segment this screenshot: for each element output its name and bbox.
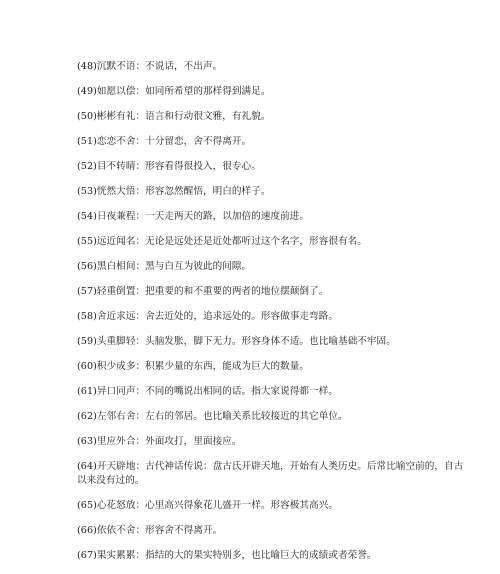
list-item: (61)异口同声：不同的嘴说出相同的话。指大家说得都一样。 — [77, 386, 338, 397]
list-item: (60)积少成多：积累少量的东西，能成为巨大的数量。 — [77, 361, 310, 372]
idiom-list — [77, 60, 467, 574]
list-item: (66)依依不舍：形容舍不得离开。 — [77, 525, 223, 536]
list-item: (59)头重脚轻：头脑发胀，脚下无力。形容身体不适。也比喻基础不牢固。 — [77, 336, 396, 347]
list-item: (54)日夜兼程：一天走两天的路，以加倍的速度前进。 — [77, 211, 310, 222]
list-item: (64)开天辟地：古代神话传说：盘古氏开辟天地，开始有人类历史。后常比喻空前的，自古以来没有过的。 — [77, 461, 464, 486]
list-item: (49)如愿以偿：如同所希望的那样得到满足。 — [77, 86, 271, 97]
list-item: (65)心花怒放：心里高兴得象花儿盛开一样。形容极其高兴。 — [77, 500, 338, 511]
list-item: (63)里应外合：外面攻打，里面接应。 — [77, 436, 242, 447]
list-item: (51)恋恋不舍：十分留恋，舍不得离开。 — [77, 136, 252, 147]
list-item: (50)彬彬有礼：语言和行动很文雅，有礼貌。 — [77, 111, 271, 122]
list-item: (56)黑白相间：黑与白互为彼此的间隙。 — [77, 261, 252, 272]
list-item: (62)左邻右舍：左右的邻居。也比喻关系比较接近的其它单位。 — [77, 411, 348, 422]
list-item: (67)果实累累：指结的大的果实特别多，也比喻巨大的成绩或者荣誉。 — [77, 550, 377, 561]
list-item: (48)沉默不语：不说话，不出声。 — [77, 61, 223, 72]
list-item: (53)恍然大悟：形容忽然醒悟，明白的样子。 — [77, 186, 271, 197]
list-item: (58)舍近求远：舍去近处的，追求远处的。形容做事走弯路。 — [77, 311, 338, 322]
list-item: (57)轻重倒置：把重要的和不重要的两者的地位摆颠倒了。 — [77, 286, 329, 297]
list-item: (55)远近闻名：无论是远处还是近处都听过这个名字，形容很有名。 — [77, 236, 367, 247]
list-item: (52)目不转睛：形容看得很投入，很专心。 — [77, 161, 261, 172]
